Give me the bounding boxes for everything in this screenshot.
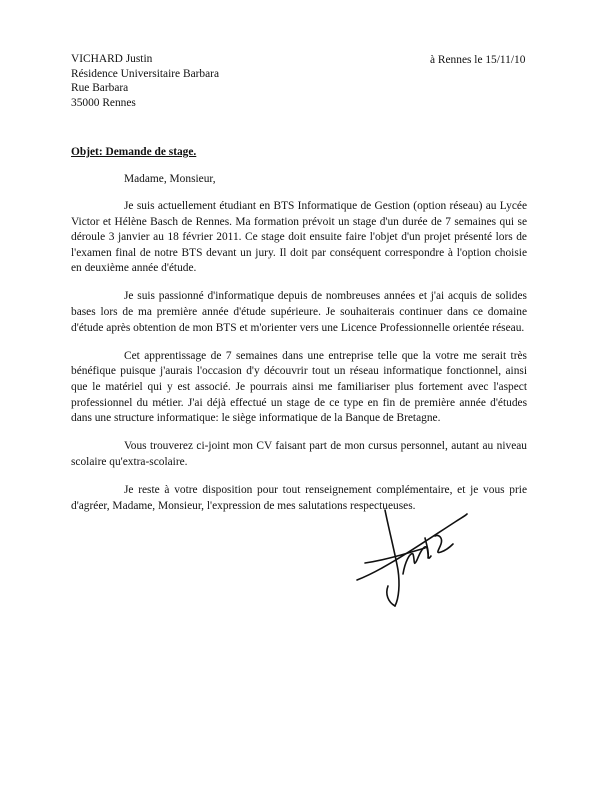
body-paragraph: Je reste à votre disposition pour tout renseignement complémentaire, et je vous prie d'agréer, Madame, Monsieur, l'expression de mes salutations respectueuses. — [71, 483, 527, 512]
salutation: Madame, Monsieur, — [124, 173, 216, 185]
sender-address-line-1: Résidence Universitaire Barbara — [71, 67, 220, 80]
body-paragraph: Je suis actuellement étudiant en BTS Informatique de Gestion (option réseau) au Lycée Victor et Hélène Basch de Rennes. Ma formation prévoit un stage d'un durée de 7 semaines qui se déroule 3 janvier au 18 février 2011. Ce stage doit ensuite faire l'objet d'un projet présenté lors de l'examen final de notre BTS devant un jury. Il doit par conséquent correspondre à l'option choisie en deuxième année d'étude. — [71, 200, 527, 275]
sender-address-line-3: 35000 Rennes — [71, 96, 136, 109]
sender-address-block — [71, 52, 219, 110]
body-paragraph: Je suis passionné d'informatique depuis de nombreuses années et j'ai acquis de solides bases lors de ma première année d'étude supérieure. Je souhaiterais continuer dans ce domaine d'étude après obtention de mon BTS et m'orienter vers une Licence Professionnelle orientée réseau. — [71, 290, 527, 334]
sender-name: VICHARD Justin — [71, 53, 153, 65]
place-and-date: à Rennes le 15/11/10 — [430, 54, 526, 66]
body-paragraph: Cet apprentissage de 7 semaines dans une entreprise telle que la votre me serait très bénéfique puisque j'aurais l'occasion d'y découvrir tout un réseau informatique fonctionnel, ainsi que le matériel qui y est associé. Je pourrais ainsi me familiariser plus fortement avec l'aspect professionnel du métier. J'ai déjà effectué un stage de ce type en fin de première année d'études dans une structure informatique: le siège informatique de la Banque de Bretagne. — [71, 349, 527, 425]
body-paragraph: Vous trouverez ci-joint mon CV faisant part de mon cursus personnel, autant au niveau scolaire qu'extra-scolaire. — [71, 440, 527, 468]
handwritten-signature-icon — [355, 508, 475, 608]
letter-subject: Objet: Demande de stage. — [71, 146, 197, 158]
letter-body — [71, 199, 527, 527]
sender-address-line-2: Rue Barbara — [71, 82, 129, 94]
